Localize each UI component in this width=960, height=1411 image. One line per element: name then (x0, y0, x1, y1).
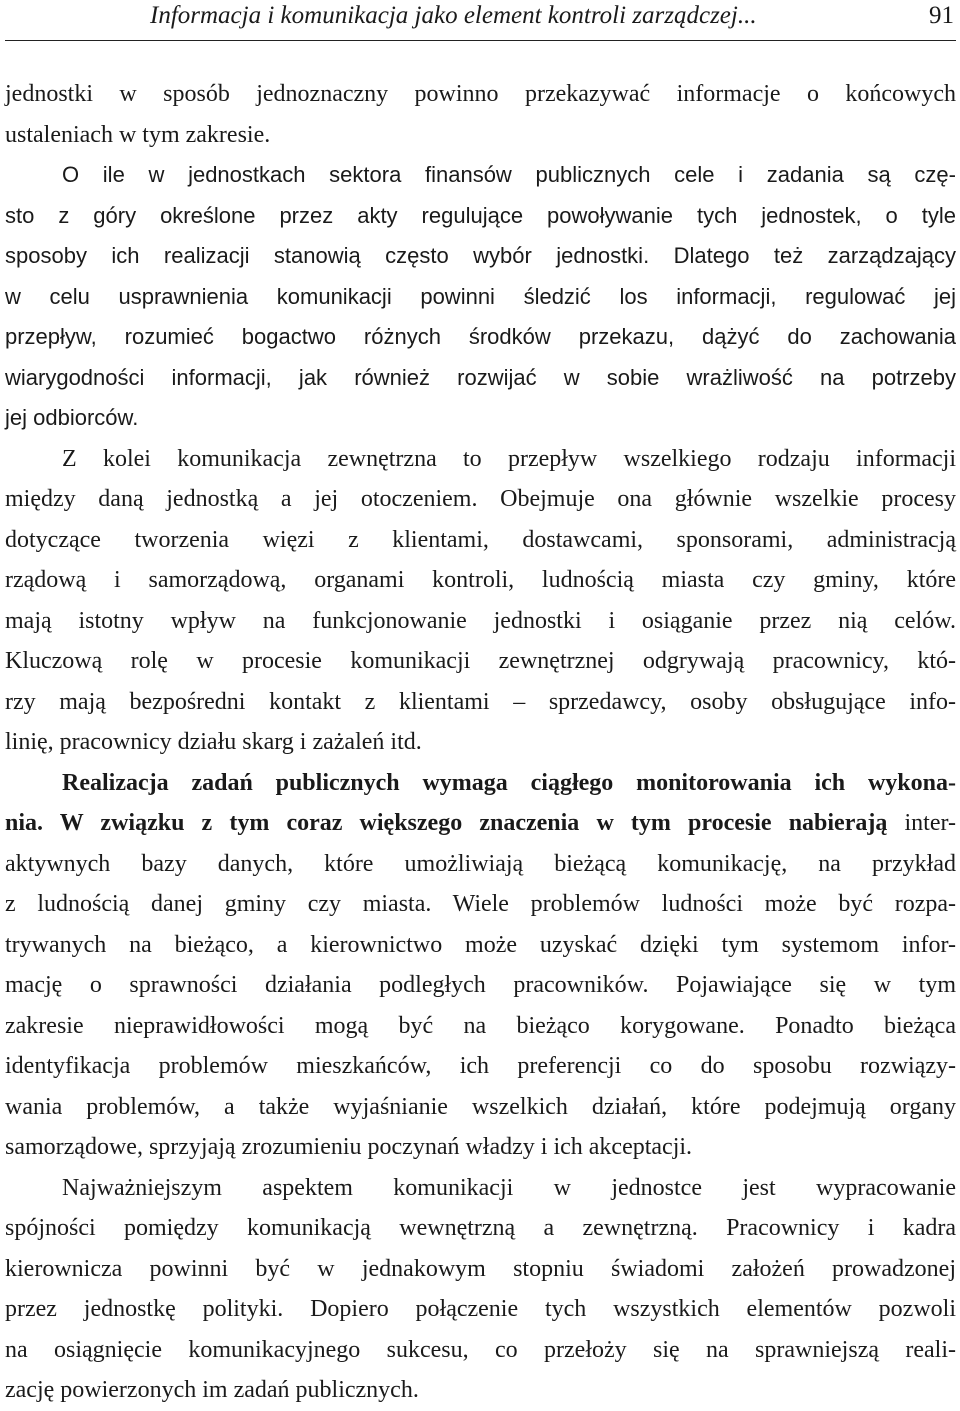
text-line: jednostki w sposób jednoznaczny powinno przekazywać informacje o końcowych (5, 81, 956, 107)
text-line: kierownicza powinni być w jednakowym stopniu świadomi założeń prowadzonej (5, 1255, 956, 1282)
text-line: spójności pomiędzy komunikacją wewnętrzną a zewnętrzną. Pracownicy i kadra (5, 1215, 956, 1241)
bold-text: nia. W związku z tym coraz większego znaczenia w tym procesie nabierają (5, 810, 888, 836)
text-line (5, 803, 956, 844)
text-line: z ludnością danej gminy czy miasta. Wiele problemów ludności może być rozpa- (5, 891, 956, 917)
paragraph (5, 439, 956, 763)
text-line: linię, pracownicy działu skarg i zażaleń itd. (5, 729, 422, 755)
text-line: sto z góry określone przez akty regulujące powoływanie tych jednostek, o tyle (5, 202, 956, 228)
text-line: w celu usprawnienia komunikacji powinni śledzić los informacji, regulować jej (5, 283, 956, 309)
text-line (5, 763, 956, 804)
text-line: ustaleniach w tym zakresie. (5, 121, 271, 148)
text-line: mają istotny wpływ na funkcjonowanie jednostki i osiąganie przez nią celów. (5, 607, 956, 634)
text-line: rzy mają bezpośredni kontakt z klientami – sprzedawcy, osoby obsługujące info- (5, 688, 956, 715)
text-line: zację powierzonych im zadań publicznych. (5, 1377, 419, 1403)
text-line: wania problemów, a także wyjaśnianie wszelkich działań, które podejmują organy (5, 1093, 956, 1120)
text-line: aktywnych bazy danych, które umożliwiają bieżącą komunikację, na przykład (5, 850, 956, 877)
text-line: identyfikacja problemów mieszkańców, ich preferencji co do sposobu rozwiązy- (5, 1053, 956, 1079)
paragraph (5, 763, 956, 1168)
running-header (5, 0, 956, 41)
text-line: sposoby ich realizacji stanowią często wybór jednostki. Dlatego też zarządzający (5, 243, 956, 268)
text-line: jej odbiorców. (5, 405, 139, 430)
text-line: O ile w jednostkach sektora finansów publicznych cele i zadania są czę- (62, 162, 956, 187)
text-line: dotyczące tworzenia więzi z klientami, dostawcami, sponsorami, administracją (5, 526, 956, 553)
text-line: przepływ, rozumieć bogactwo różnych środków przekazu, dążyć do zachowania (5, 324, 956, 349)
text-line: mację o sprawności działania podległych pracowników. Pojawiające się w tym (5, 972, 956, 998)
text-line: między daną jednostką a jej otoczeniem. Obejmuje ona głównie wszelkie procesy (5, 486, 956, 512)
text-line: Z kolei komunikacja zewnętrzna to przepływ wszelkiego rodzaju informacji (62, 445, 956, 472)
text-line: rządową i samorządową, organami kontroli, ludnością miasta czy gminy, które (5, 567, 956, 593)
bold-text: Realizacja zadań publicznych wymaga ciągłego monitorowania ich wykona- (62, 769, 956, 796)
text-line: wiarygodności informacji, jak również rozwijać w sobie wrażliwość na potrzeby (5, 364, 956, 390)
paragraph (5, 155, 956, 439)
document-body (5, 74, 956, 1411)
text-line: Najważniejszym aspektem komunikacji w jednostce jest wypracowanie (62, 1174, 956, 1201)
paragraph (5, 74, 956, 155)
text-line: na osiągnięcie komunikacyjnego sukcesu, co przełoży się na sprawniejszą reali- (5, 1336, 956, 1363)
running-title: Informacja i komunikacja jako element kontroli zarządczej... (150, 2, 757, 29)
document-page (5, 0, 956, 1403)
text-line: przez jednostkę polityki. Dopiero połączenie tych wszystkich elementów pozwoli (5, 1296, 956, 1322)
paragraph (5, 1168, 956, 1411)
text-line: samorządowe, sprzyjają zrozumieniu poczynań władzy i ich akceptacji. (5, 1134, 693, 1160)
text-line: zakresie nieprawidłowości mogą być na bieżąco korygowane. Ponadto bieżąca (5, 1012, 956, 1039)
page-number: 91 (929, 2, 954, 29)
text-line: Kluczową rolę w procesie komunikacji zewnętrznej odgrywają pracownicy, któ- (5, 648, 956, 674)
text-run: inter- (887, 810, 956, 836)
text-line: trywanych na bieżąco, a kierownictwo może uzyskać dzięki tym systemom infor- (5, 931, 956, 958)
